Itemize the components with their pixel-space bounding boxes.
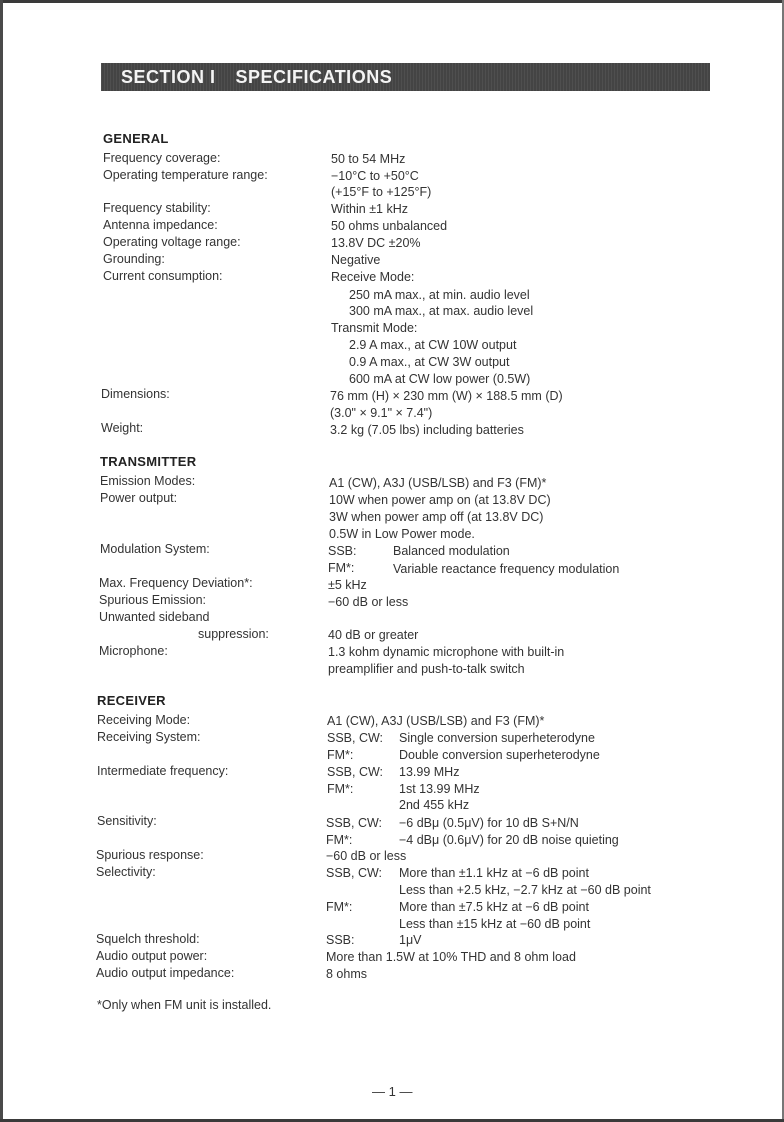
frequency-coverage-value: 50 to 54 MHz (331, 152, 406, 166)
audio-power-value: More than 1.5W at 10% THD and 8 ohm load (326, 950, 576, 964)
power-output-low: 0.5W in Low Power mode. (329, 527, 475, 541)
power-output-10w: 10W when power amp on (at 13.8V DC) (329, 493, 551, 507)
sensitivity-label: Sensitivity: (97, 814, 157, 828)
antenna-impedance-label: Antenna impedance: (103, 218, 218, 232)
page-number: — 1 — (372, 1084, 413, 1099)
modulation-fm-value: Variable reactance frequency modulation (393, 562, 620, 576)
if-fm-first: 1st 13.99 MHz (399, 782, 480, 796)
frequency-stability-value: Within ±1 kHz (331, 202, 409, 216)
selectivity-fm-60db: Less than ±15 kHz at −60 dB point (399, 917, 591, 931)
power-output-label: Power output: (100, 491, 178, 505)
receiving-mode-value: A1 (CW), A3J (USB/LSB) and F3 (FM)* (327, 714, 545, 728)
receiving-system-ssb-value: Single conversion superheterodyne (399, 731, 595, 745)
microphone-value-cont: preamplifier and push-to-talk switch (328, 662, 525, 676)
max-deviation-value: ±5 kHz (328, 578, 367, 592)
page-edge-top (0, 0, 784, 3)
operating-voltage-label: Operating voltage range: (103, 235, 241, 249)
transmit-current-low: 600 mA at CW low power (0.5W) (349, 372, 531, 386)
max-deviation-label: Max. Frequency Deviation*: (99, 576, 253, 590)
page-edge-left (0, 0, 3, 1122)
power-output-3w: 3W when power amp off (at 13.8V DC) (329, 510, 544, 524)
dimensions-metric: 76 mm (H) × 230 mm (W) × 188.5 mm (D) (330, 389, 563, 403)
selectivity-label: Selectivity: (96, 865, 156, 879)
microphone-value: 1.3 kohm dynamic microphone with built-in (328, 645, 565, 659)
modulation-ssb-key: SSB: (328, 544, 357, 558)
audio-impedance-value: 8 ohms (326, 967, 367, 981)
operating-temperature-value: −10°C to +50°C (331, 169, 419, 183)
operating-temperature-label: Operating temperature range: (103, 168, 268, 182)
sensitivity-fm-key: FM*: (326, 833, 353, 847)
receiving-system-label: Receiving System: (97, 730, 201, 744)
unwanted-sideband-suppression-label: suppression: (198, 627, 269, 641)
section-number: SECTION I (121, 67, 216, 87)
modulation-system-label: Modulation System: (100, 542, 210, 556)
receive-current-min: 250 mA max., at min. audio level (349, 288, 530, 302)
grounding-value: Negative (331, 253, 381, 267)
dimensions-imperial: (3.0" × 9.1" × 7.4") (330, 406, 433, 420)
if-ssb-value: 13.99 MHz (399, 765, 460, 779)
general-heading: GENERAL (103, 131, 169, 146)
selectivity-ssb-6db: More than ±1.1 kHz at −6 dB point (399, 866, 589, 880)
receiving-system-fm-key: FM*: (327, 748, 354, 762)
weight-value: 3.2 kg (7.05 lbs) including batteries (330, 423, 524, 437)
weight-label: Weight: (101, 421, 144, 435)
squelch-value: 1μV (399, 933, 422, 947)
spurious-emission-label: Spurious Emission: (99, 593, 206, 607)
transmit-mode-heading: Transmit Mode: (331, 321, 418, 335)
receive-current-max: 300 mA max., at max. audio level (349, 304, 534, 318)
sensitivity-ssb-key: SSB, CW: (326, 816, 383, 830)
emission-modes-value: A1 (CW), A3J (USB/LSB) and F3 (FM)* (329, 476, 547, 490)
transmit-current-3w: 0.9 A max., at CW 3W output (349, 355, 510, 369)
intermediate-frequency-label: Intermediate frequency: (97, 764, 229, 778)
antenna-impedance-value: 50 ohms unbalanced (331, 219, 448, 233)
selectivity-fm-6db: More than ±7.5 kHz at −6 dB point (399, 900, 589, 914)
sensitivity-fm-value: −4 dBμ (0.6μV) for 20 dB noise quieting (399, 833, 619, 847)
operating-voltage-value: 13.8V DC ±20% (331, 236, 421, 250)
microphone-label: Microphone: (99, 644, 168, 658)
squelch-label: Squelch threshold: (96, 932, 200, 946)
spurious-emission-value: −60 dB or less (328, 595, 409, 609)
modulation-fm-key: FM*: (328, 561, 355, 575)
grounding-label: Grounding: (103, 252, 165, 266)
audio-impedance-label: Audio output impedance: (96, 966, 235, 980)
receive-mode-heading: Receive Mode: (331, 270, 415, 284)
modulation-ssb-value: Balanced modulation (393, 544, 510, 558)
sensitivity-ssb-value: −6 dBμ (0.5μV) for 10 dB S+N/N (399, 816, 579, 830)
selectivity-ssb-60db: Less than +2.5 kHz, −2.7 kHz at −60 dB point (399, 883, 651, 897)
current-consumption-label: Current consumption: (103, 269, 223, 283)
receiving-system-ssb-key: SSB, CW: (327, 731, 384, 745)
audio-power-label: Audio output power: (96, 949, 208, 963)
selectivity-ssb-key: SSB, CW: (326, 866, 383, 880)
transmitter-heading: TRANSMITTER (100, 454, 197, 469)
spurious-response-value: −60 dB or less (326, 849, 407, 863)
spurious-response-label: Spurious response: (96, 848, 204, 862)
receiving-system-fm-value: Double conversion superheterodyne (399, 748, 600, 762)
dimensions-label: Dimensions: (101, 387, 170, 401)
emission-modes-label: Emission Modes: (100, 474, 196, 488)
unwanted-sideband-label: Unwanted sideband (99, 610, 210, 624)
frequency-stability-label: Frequency stability: (103, 201, 211, 215)
receiving-mode-label: Receiving Mode: (97, 713, 191, 727)
if-ssb-key: SSB, CW: (327, 765, 384, 779)
if-fm-second: 2nd 455 kHz (399, 798, 470, 812)
section-name: SPECIFICATIONS (235, 67, 393, 87)
if-fm-key: FM*: (327, 782, 354, 796)
footnote: *Only when FM unit is installed. (97, 998, 272, 1012)
transmit-current-10w: 2.9 A max., at CW 10W output (349, 338, 517, 352)
unwanted-sideband-value: 40 dB or greater (328, 628, 419, 642)
selectivity-fm-key: FM*: (326, 900, 353, 914)
frequency-coverage-label: Frequency coverage: (103, 151, 221, 165)
section-title-banner (101, 63, 710, 91)
squelch-key: SSB: (326, 933, 355, 947)
receiver-heading: RECEIVER (97, 693, 166, 708)
operating-temperature-fahrenheit: (+15°F to +125°F) (331, 185, 432, 199)
